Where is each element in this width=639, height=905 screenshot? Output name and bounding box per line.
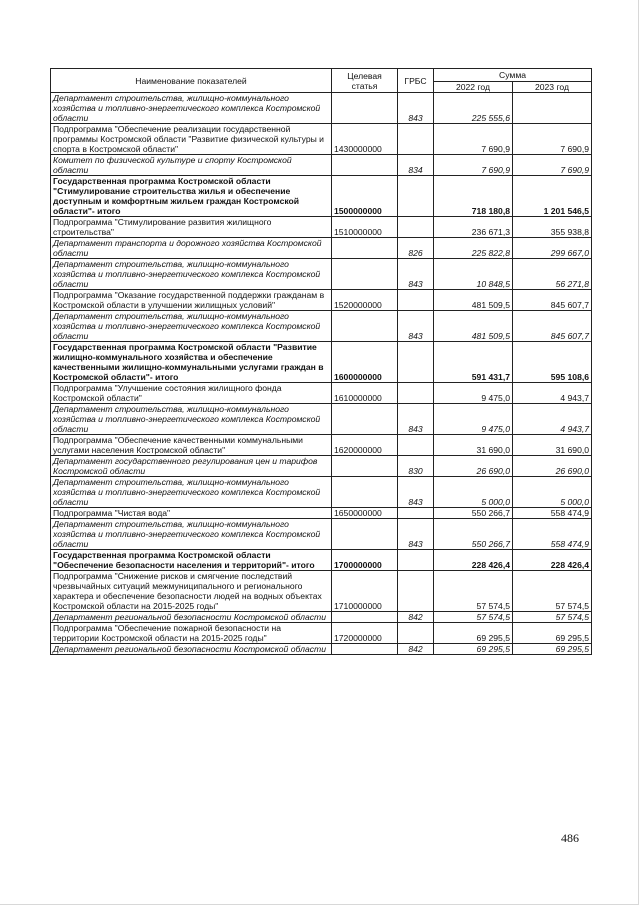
table-row xyxy=(51,383,592,404)
cell-name: Подпрограмма "Оказание государственной поддержки гражданам в Костромской области в улучшении жилищных условий" xyxy=(51,290,332,311)
cell-grbs xyxy=(398,217,434,238)
table-row xyxy=(51,550,592,571)
cell-name: Департамент транспорта и дорожного хозяйства Костромской области xyxy=(51,238,332,259)
cell-name: Подпрограмма "Улучшение состояния жилищного фонда Костромской области" xyxy=(51,383,332,404)
cell-y2023: 7 690,9 xyxy=(513,155,592,176)
header-target-line1: Целевая xyxy=(347,70,382,81)
table-row xyxy=(51,311,592,342)
header-target-line2: статья xyxy=(351,80,378,91)
cell-y2022: 550 266,7 xyxy=(434,519,513,550)
table-row xyxy=(51,155,592,176)
cell-grbs xyxy=(398,290,434,311)
table-row xyxy=(51,290,592,311)
cell-name: Подпрограмма "Обеспечение реализации государственной программы Костромской области "Развитие физической культуры и спорта в Костромской области" xyxy=(51,124,332,155)
table-row xyxy=(51,477,592,508)
cell-code xyxy=(332,155,398,176)
cell-y2023: 7 690,9 xyxy=(513,124,592,155)
cell-y2023: 299 667,0 xyxy=(513,238,592,259)
cell-grbs xyxy=(398,342,434,383)
header-sum: Сумма xyxy=(434,69,592,82)
table-body xyxy=(51,93,592,655)
cell-y2022: 57 574,5 xyxy=(434,571,513,612)
cell-y2022: 26 690,0 xyxy=(434,456,513,477)
cell-code xyxy=(332,644,398,655)
cell-code xyxy=(332,259,398,290)
cell-name: Департамент региональной безопасности Костромской области xyxy=(51,644,332,655)
cell-grbs xyxy=(398,571,434,612)
cell-y2022: 5 000,0 xyxy=(434,477,513,508)
cell-grbs: 834 xyxy=(398,155,434,176)
cell-y2022: 481 509,5 xyxy=(434,311,513,342)
cell-y2022: 7 690,9 xyxy=(434,124,513,155)
cell-name: Департамент строительства, жилищно-коммунального хозяйства и топливно-энергетического комплекса Костромской области xyxy=(51,93,332,124)
cell-grbs: 843 xyxy=(398,404,434,435)
cell-y2022: 591 431,7 xyxy=(434,342,513,383)
cell-y2023: 69 295,5 xyxy=(513,644,592,655)
table-row xyxy=(51,404,592,435)
cell-y2022: 236 671,3 xyxy=(434,217,513,238)
cell-code: 1500000000 xyxy=(332,176,398,217)
cell-y2022: 69 295,5 xyxy=(434,623,513,644)
table-row xyxy=(51,124,592,155)
cell-y2023: 56 271,8 xyxy=(513,259,592,290)
cell-grbs xyxy=(398,508,434,519)
cell-grbs xyxy=(398,623,434,644)
cell-grbs: 826 xyxy=(398,238,434,259)
cell-code xyxy=(332,238,398,259)
cell-code xyxy=(332,404,398,435)
cell-code xyxy=(332,456,398,477)
budget-table xyxy=(50,68,592,655)
table-row xyxy=(51,644,592,655)
cell-code: 1620000000 xyxy=(332,435,398,456)
cell-y2023: 558 474,9 xyxy=(513,508,592,519)
cell-name: Государственная программа Костромской области "Обеспечение безопасности населения и территорий"- итого xyxy=(51,550,332,571)
cell-name: Департамент строительства, жилищно-коммунального хозяйства и топливно-энергетического комплекса Костромской области xyxy=(51,519,332,550)
cell-grbs: 843 xyxy=(398,477,434,508)
cell-y2023: 31 690,0 xyxy=(513,435,592,456)
table-row xyxy=(51,623,592,644)
cell-y2023: 558 474,9 xyxy=(513,519,592,550)
cell-name: Подпрограмма "Стимулирование развития жилищного строительства" xyxy=(51,217,332,238)
cell-name: Департамент строительства, жилищно-коммунального хозяйства и топливно-энергетического комплекса Костромской области xyxy=(51,311,332,342)
cell-y2022: 31 690,0 xyxy=(434,435,513,456)
cell-y2022: 9 475,0 xyxy=(434,383,513,404)
page-number: 486 xyxy=(561,831,579,845)
cell-grbs: 830 xyxy=(398,456,434,477)
cell-code xyxy=(332,519,398,550)
cell-code: 1710000000 xyxy=(332,571,398,612)
cell-name: Подпрограмма "Обеспечение пожарной безопасности на территории Костромской области на 2015-2025 годы" xyxy=(51,623,332,644)
cell-code: 1610000000 xyxy=(332,383,398,404)
cell-code: 1650000000 xyxy=(332,508,398,519)
cell-code: 1700000000 xyxy=(332,550,398,571)
cell-grbs xyxy=(398,124,434,155)
cell-code xyxy=(332,93,398,124)
table-row xyxy=(51,259,592,290)
cell-code xyxy=(332,477,398,508)
cell-y2023: 26 690,0 xyxy=(513,456,592,477)
cell-y2023: 595 108,6 xyxy=(513,342,592,383)
cell-y2023: 355 938,8 xyxy=(513,217,592,238)
cell-code: 1600000000 xyxy=(332,342,398,383)
table-row xyxy=(51,508,592,519)
cell-y2022: 718 180,8 xyxy=(434,176,513,217)
header-target-article xyxy=(332,69,398,93)
cell-name: Департамент строительства, жилищно-коммунального хозяйства и топливно-энергетического комплекса Костромской области xyxy=(51,404,332,435)
table-row xyxy=(51,435,592,456)
table-row xyxy=(51,519,592,550)
cell-y2023 xyxy=(513,93,592,124)
cell-y2022: 550 266,7 xyxy=(434,508,513,519)
cell-name: Департамент государственного регулирования цен и тарифов Костромской области xyxy=(51,456,332,477)
table-row xyxy=(51,217,592,238)
cell-grbs xyxy=(398,176,434,217)
cell-name: Подпрограмма "Чистая вода" xyxy=(51,508,332,519)
cell-code: 1430000000 xyxy=(332,124,398,155)
cell-y2023: 1 201 546,5 xyxy=(513,176,592,217)
cell-code: 1720000000 xyxy=(332,623,398,644)
cell-name: Департамент строительства, жилищно-коммунального хозяйства и топливно-энергетического комплекса Костромской области xyxy=(51,259,332,290)
header-name: Наименование показателей xyxy=(51,69,332,93)
table-row xyxy=(51,342,592,383)
cell-y2022: 481 509,5 xyxy=(434,290,513,311)
cell-y2023: 57 574,5 xyxy=(513,612,592,623)
cell-y2023: 845 607,7 xyxy=(513,290,592,311)
cell-y2023: 845 607,7 xyxy=(513,311,592,342)
cell-y2023: 4 943,7 xyxy=(513,383,592,404)
cell-grbs: 843 xyxy=(398,93,434,124)
cell-grbs: 842 xyxy=(398,612,434,623)
cell-y2022: 57 574,5 xyxy=(434,612,513,623)
cell-y2023: 5 000,0 xyxy=(513,477,592,508)
cell-y2022: 9 475,0 xyxy=(434,404,513,435)
cell-grbs xyxy=(398,383,434,404)
cell-name: Подпрограмма "Обеспечение качественными коммунальными услугами населения Костромской области" xyxy=(51,435,332,456)
table-row xyxy=(51,456,592,477)
cell-code: 1510000000 xyxy=(332,217,398,238)
cell-grbs: 842 xyxy=(398,644,434,655)
table-row xyxy=(51,612,592,623)
cell-name: Комитет по физической культуре и спорту Костромской области xyxy=(51,155,332,176)
cell-y2023: 4 943,7 xyxy=(513,404,592,435)
cell-name: Департамент региональной безопасности Костромской области xyxy=(51,612,332,623)
cell-grbs: 843 xyxy=(398,519,434,550)
table-row xyxy=(51,176,592,217)
cell-grbs: 843 xyxy=(398,259,434,290)
cell-y2022: 225 555,6 xyxy=(434,93,513,124)
cell-name: Подпрограмма "Снижение рисков и смягчение последствий чрезвычайных ситуаций межмуниципального и регионального характера и обеспечение безопасности людей на водных объектах Костромской области на 2015-2025 годы" xyxy=(51,571,332,612)
cell-grbs: 843 xyxy=(398,311,434,342)
table-row xyxy=(51,93,592,124)
header-year-2023: 2023 год xyxy=(513,82,592,93)
cell-code xyxy=(332,612,398,623)
cell-y2022: 69 295,5 xyxy=(434,644,513,655)
cell-y2022: 10 848,5 xyxy=(434,259,513,290)
cell-code xyxy=(332,311,398,342)
cell-y2022: 7 690,9 xyxy=(434,155,513,176)
cell-name: Государственная программа Костромской области "Развитие жилищно-коммунального хозяйства и обеспечение качественными жилищно-коммунальными услугами граждан в Костромской области"- итого xyxy=(51,342,332,383)
cell-y2023: 228 426,4 xyxy=(513,550,592,571)
cell-grbs xyxy=(398,550,434,571)
table-row xyxy=(51,238,592,259)
cell-code: 1520000000 xyxy=(332,290,398,311)
cell-y2022: 228 426,4 xyxy=(434,550,513,571)
cell-grbs xyxy=(398,435,434,456)
header-grbs: ГРБС xyxy=(398,69,434,93)
cell-y2022: 225 822,8 xyxy=(434,238,513,259)
cell-name: Государственная программа Костромской области "Стимулирование строительства жилья и обеспечение доступным и комфортным жильем граждан Костромской области"- итого xyxy=(51,176,332,217)
cell-y2023: 69 295,5 xyxy=(513,623,592,644)
cell-name: Департамент строительства, жилищно-коммунального хозяйства и топливно-энергетического комплекса Костромской области xyxy=(51,477,332,508)
header-year-2022: 2022 год xyxy=(434,82,513,93)
table-header xyxy=(51,69,592,93)
table-row xyxy=(51,571,592,612)
cell-y2023: 57 574,5 xyxy=(513,571,592,612)
